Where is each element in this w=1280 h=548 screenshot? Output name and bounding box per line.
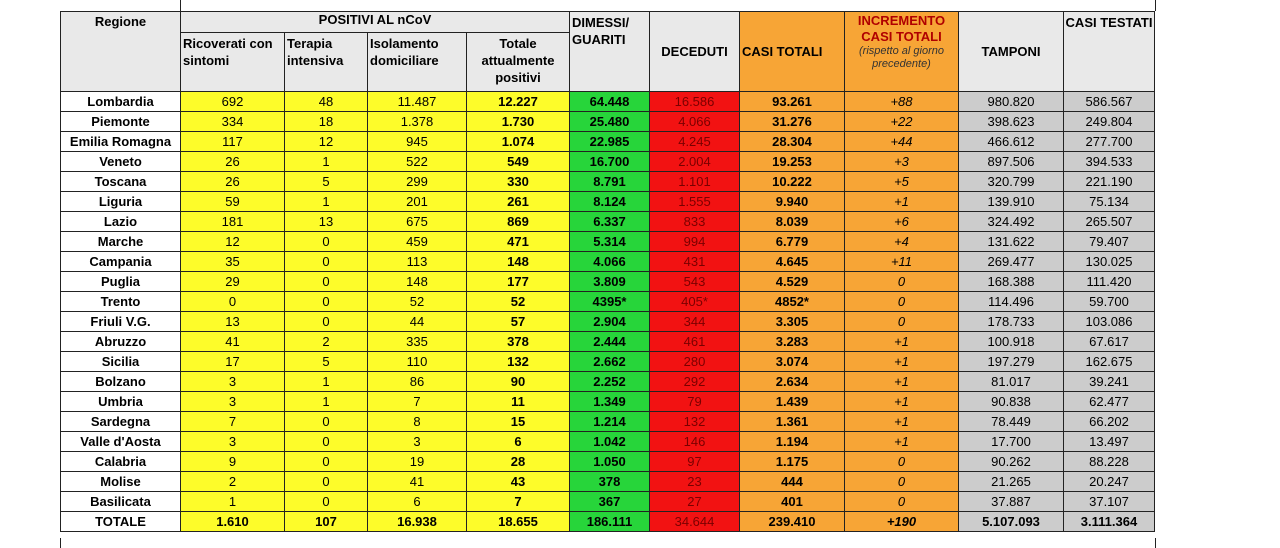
header-isolamento: Isolamento domiciliare [368,33,467,92]
cell-dimessi: 1.050 [570,452,650,472]
cell-regione: Basilicata [61,492,181,512]
cell-tamponi: 114.496 [959,292,1064,312]
cell-dimessi: 2.252 [570,372,650,392]
cell-isolamento: 3 [368,432,467,452]
cell-totale: 6 [467,432,570,452]
cell-testati: 13.497 [1064,432,1155,452]
cell-casi: 3.283 [740,332,845,352]
cell-testati: 277.700 [1064,132,1155,152]
total-row [61,512,1155,532]
cell-terapia: 1 [285,152,368,172]
cell-ricoverati: 692 [181,92,285,112]
cell-terapia: 107 [285,512,368,532]
header-incremento-label: INCREMENTO CASI TOTALI [857,13,946,44]
cell-ricoverati: 35 [181,252,285,272]
cell-deceduti: 1.101 [650,172,740,192]
cell-incremento: +88 [845,92,959,112]
cell-dimessi: 4395* [570,292,650,312]
cell-isolamento: 8 [368,412,467,432]
cell-incremento: +1 [845,392,959,412]
cell-deceduti: 431 [650,252,740,272]
cell-isolamento: 945 [368,132,467,152]
cell-deceduti: 1.555 [650,192,740,212]
cell-ricoverati: 3 [181,432,285,452]
table-row [61,472,1155,492]
cell-isolamento: 113 [368,252,467,272]
cell-tamponi: 168.388 [959,272,1064,292]
cell-casi: 444 [740,472,845,492]
cell-totale: 261 [467,192,570,212]
cell-ricoverati: 29 [181,272,285,292]
table-row [61,152,1155,172]
cell-dimessi: 6.337 [570,212,650,232]
cell-totale: 148 [467,252,570,272]
cell-casi: 6.779 [740,232,845,252]
cell-tamponi: 90.262 [959,452,1064,472]
cell-deceduti: 146 [650,432,740,452]
cell-incremento: +5 [845,172,959,192]
header-deceduti: DECEDUTI [650,12,740,92]
cell-tamponi: 90.838 [959,392,1064,412]
cell-terapia: 0 [285,312,368,332]
cell-casi: 9.940 [740,192,845,212]
cell-dimessi: 367 [570,492,650,512]
cell-regione: Veneto [61,152,181,172]
cell-casi: 2.634 [740,372,845,392]
cell-isolamento: 7 [368,392,467,412]
cell-deceduti: 132 [650,412,740,432]
cell-tamponi: 897.506 [959,152,1064,172]
cell-testati: 394.533 [1064,152,1155,172]
cell-deceduti: 4.245 [650,132,740,152]
cell-tamponi: 178.733 [959,312,1064,332]
cell-terapia: 2 [285,332,368,352]
cell-isolamento: 201 [368,192,467,212]
cell-incremento: +11 [845,252,959,272]
cell-tamponi: 81.017 [959,372,1064,392]
cell-casi: 1.175 [740,452,845,472]
cell-tamponi: 197.279 [959,352,1064,372]
cell-ricoverati: 13 [181,312,285,332]
cell-incremento: +1 [845,192,959,212]
header-dimessi: DIMESSI/ GUARITI [570,12,650,92]
cell-totale: 43 [467,472,570,492]
cell-testati: 103.086 [1064,312,1155,332]
cell-terapia: 18 [285,112,368,132]
cell-terapia: 5 [285,172,368,192]
header-totale-positivi: Totale attualmente positivi [467,33,570,92]
cell-testati: 162.675 [1064,352,1155,372]
cell-totale: 471 [467,232,570,252]
cell-tamponi: 17.700 [959,432,1064,452]
cell-casi: 28.304 [740,132,845,152]
cell-testati: 75.134 [1064,192,1155,212]
cell-incremento: 0 [845,452,959,472]
bottom-border [60,538,1156,548]
cell-totale: 28 [467,452,570,472]
cell-incremento: +6 [845,212,959,232]
cell-casi: 401 [740,492,845,512]
cell-isolamento: 675 [368,212,467,232]
cell-dimessi: 8.124 [570,192,650,212]
cell-deceduti: 97 [650,452,740,472]
cell-casi: 19.253 [740,152,845,172]
cell-terapia: 1 [285,192,368,212]
cell-isolamento: 6 [368,492,467,512]
cell-incremento: +190 [845,512,959,532]
cell-tamponi: 21.265 [959,472,1064,492]
cell-ricoverati: 0 [181,292,285,312]
cell-deceduti: 405* [650,292,740,312]
cell-ricoverati: 181 [181,212,285,232]
cell-dimessi: 25.480 [570,112,650,132]
table-row [61,272,1155,292]
cell-terapia: 1 [285,372,368,392]
cell-tamponi: 269.477 [959,252,1064,272]
cell-dimessi: 8.791 [570,172,650,192]
cell-ricoverati: 1 [181,492,285,512]
cell-deceduti: 16.586 [650,92,740,112]
table-row [61,292,1155,312]
cell-testati: 20.247 [1064,472,1155,492]
cell-casi: 1.194 [740,432,845,452]
cell-incremento: +1 [845,372,959,392]
header-incremento-note: (rispetto al giorno precedente) [859,45,944,70]
cell-regione: Marche [61,232,181,252]
cell-dimessi: 1.349 [570,392,650,412]
table-row [61,332,1155,352]
cell-regione: Molise [61,472,181,492]
cell-regione: Valle d'Aosta [61,432,181,452]
cell-isolamento: 16.938 [368,512,467,532]
cell-testati: 111.420 [1064,272,1155,292]
cell-totale: 177 [467,272,570,292]
cell-testati: 249.804 [1064,112,1155,132]
cell-regione: Emilia Romagna [61,132,181,152]
cell-incremento: 0 [845,272,959,292]
cell-incremento: +1 [845,432,959,452]
cell-dimessi: 2.904 [570,312,650,332]
cell-tamponi: 139.910 [959,192,1064,212]
cell-testati: 3.111.364 [1064,512,1155,532]
cell-dimessi: 64.448 [570,92,650,112]
header-casi-totali: CASI TOTALI [740,12,845,92]
cell-casi: 8.039 [740,212,845,232]
cell-totale: 1.730 [467,112,570,132]
cell-isolamento: 148 [368,272,467,292]
cell-dimessi: 186.111 [570,512,650,532]
cell-ricoverati: 59 [181,192,285,212]
cell-tamponi: 37.887 [959,492,1064,512]
cell-totale: 549 [467,152,570,172]
cell-dimessi: 1.214 [570,412,650,432]
cell-totale: 15 [467,412,570,432]
header-ricoverati: Ricoverati con sintomi [181,33,285,92]
cell-incremento: +1 [845,352,959,372]
cell-casi: 10.222 [740,172,845,192]
cell-dimessi: 378 [570,472,650,492]
cell-totale: 12.227 [467,92,570,112]
cell-terapia: 0 [285,472,368,492]
cell-dimessi: 1.042 [570,432,650,452]
cell-ricoverati: 3 [181,392,285,412]
cell-regione: Umbria [61,392,181,412]
cell-deceduti: 79 [650,392,740,412]
table-row [61,372,1155,392]
cell-terapia: 48 [285,92,368,112]
cell-tamponi: 320.799 [959,172,1064,192]
cell-totale: 52 [467,292,570,312]
cell-terapia: 1 [285,392,368,412]
cell-incremento: 0 [845,292,959,312]
header-incremento [845,12,959,92]
cell-tamponi: 324.492 [959,212,1064,232]
cell-testati: 79.407 [1064,232,1155,252]
cell-terapia: 0 [285,412,368,432]
cell-ricoverati: 41 [181,332,285,352]
cell-deceduti: 292 [650,372,740,392]
cell-incremento: +22 [845,112,959,132]
cell-testati: 37.107 [1064,492,1155,512]
table-row [61,252,1155,272]
cell-terapia: 0 [285,272,368,292]
cell-casi: 31.276 [740,112,845,132]
cell-testati: 88.228 [1064,452,1155,472]
cell-isolamento: 44 [368,312,467,332]
cell-tamponi: 131.622 [959,232,1064,252]
cell-ricoverati: 1.610 [181,512,285,532]
header-terapia: Terapia intensiva [285,33,368,92]
table-row [61,432,1155,452]
header-casi-testati: CASI TESTATI [1064,12,1155,92]
cell-terapia: 0 [285,252,368,272]
table-row [61,352,1155,372]
cell-isolamento: 110 [368,352,467,372]
cell-testati: 130.025 [1064,252,1155,272]
cell-dimessi: 2.662 [570,352,650,372]
cell-isolamento: 19 [368,452,467,472]
table-row [61,232,1155,252]
cell-regione: Lazio [61,212,181,232]
cell-terapia: 0 [285,292,368,312]
cell-terapia: 12 [285,132,368,152]
cell-isolamento: 522 [368,152,467,172]
cell-ricoverati: 26 [181,152,285,172]
cell-ricoverati: 3 [181,372,285,392]
cell-regione: Toscana [61,172,181,192]
cell-totale: 57 [467,312,570,332]
cell-dimessi: 5.314 [570,232,650,252]
cell-regione: Abruzzo [61,332,181,352]
cell-regione: Trento [61,292,181,312]
cell-tamponi: 980.820 [959,92,1064,112]
cell-totale: 7 [467,492,570,512]
cell-terapia: 0 [285,492,368,512]
regional-data-table [60,11,1155,532]
cell-testati: 62.477 [1064,392,1155,412]
cell-deceduti: 34.644 [650,512,740,532]
cell-deceduti: 4.066 [650,112,740,132]
table-row [61,492,1155,512]
cell-testati: 66.202 [1064,412,1155,432]
cell-deceduti: 994 [650,232,740,252]
cell-isolamento: 41 [368,472,467,492]
cell-casi: 4.645 [740,252,845,272]
cell-isolamento: 299 [368,172,467,192]
covid-table-document [60,0,1154,548]
cell-regione: Friuli V.G. [61,312,181,332]
table-row [61,392,1155,412]
cell-isolamento: 11.487 [368,92,467,112]
cell-testati: 59.700 [1064,292,1155,312]
cell-casi: 93.261 [740,92,845,112]
cell-testati: 221.190 [1064,172,1155,192]
cell-testati: 265.507 [1064,212,1155,232]
cell-terapia: 0 [285,232,368,252]
cell-ricoverati: 117 [181,132,285,152]
cell-deceduti: 344 [650,312,740,332]
cell-incremento: +3 [845,152,959,172]
cell-totale: 869 [467,212,570,232]
table-row [61,452,1155,472]
cell-tamponi: 466.612 [959,132,1064,152]
cell-testati: 586.567 [1064,92,1155,112]
cell-tamponi: 100.918 [959,332,1064,352]
cell-tamponi: 398.623 [959,112,1064,132]
cell-deceduti: 543 [650,272,740,292]
cell-incremento: 0 [845,492,959,512]
table-body [61,92,1155,532]
cell-testati: 39.241 [1064,372,1155,392]
cell-regione: Campania [61,252,181,272]
cell-deceduti: 833 [650,212,740,232]
cell-regione: Sardegna [61,412,181,432]
cell-regione: Calabria [61,452,181,472]
cell-testati: 67.617 [1064,332,1155,352]
cell-incremento: +4 [845,232,959,252]
cell-ricoverati: 9 [181,452,285,472]
cell-ricoverati: 26 [181,172,285,192]
cell-totale: 90 [467,372,570,392]
cell-casi: 1.439 [740,392,845,412]
cell-totale: 1.074 [467,132,570,152]
cell-dimessi: 4.066 [570,252,650,272]
cell-ricoverati: 12 [181,232,285,252]
cell-incremento: +1 [845,332,959,352]
cell-isolamento: 459 [368,232,467,252]
cell-terapia: 0 [285,452,368,472]
header-regione: Regione [61,12,181,92]
cell-dimessi: 16.700 [570,152,650,172]
cell-isolamento: 86 [368,372,467,392]
table-row [61,132,1155,152]
cell-dimessi: 3.809 [570,272,650,292]
table-row [61,212,1155,232]
cell-totale: 11 [467,392,570,412]
cell-ricoverati: 17 [181,352,285,372]
top-border [180,0,1156,11]
cell-casi: 4.529 [740,272,845,292]
header-tamponi: TAMPONI [959,12,1064,92]
cell-ricoverati: 2 [181,472,285,492]
table-row [61,312,1155,332]
cell-regione: Liguria [61,192,181,212]
cell-regione: Piemonte [61,112,181,132]
cell-ricoverati: 7 [181,412,285,432]
cell-deceduti: 2.004 [650,152,740,172]
cell-incremento: +1 [845,412,959,432]
cell-incremento: +44 [845,132,959,152]
cell-totale: 378 [467,332,570,352]
cell-dimessi: 2.444 [570,332,650,352]
table-row [61,192,1155,212]
table-row [61,412,1155,432]
cell-deceduti: 461 [650,332,740,352]
cell-totale: 330 [467,172,570,192]
cell-regione: Puglia [61,272,181,292]
cell-ricoverati: 334 [181,112,285,132]
cell-incremento: 0 [845,312,959,332]
cell-totale: 18.655 [467,512,570,532]
cell-regione: Lombardia [61,92,181,112]
cell-deceduti: 280 [650,352,740,372]
cell-isolamento: 1.378 [368,112,467,132]
cell-casi: 4852* [740,292,845,312]
cell-regione: Bolzano [61,372,181,392]
cell-isolamento: 52 [368,292,467,312]
cell-casi: 239.410 [740,512,845,532]
cell-regione: Sicilia [61,352,181,372]
table-row [61,172,1155,192]
cell-tamponi: 5.107.093 [959,512,1064,532]
cell-casi: 3.305 [740,312,845,332]
cell-terapia: 0 [285,432,368,452]
cell-isolamento: 335 [368,332,467,352]
table-row [61,92,1155,112]
cell-incremento: 0 [845,472,959,492]
cell-tamponi: 78.449 [959,412,1064,432]
cell-dimessi: 22.985 [570,132,650,152]
cell-casi: 1.361 [740,412,845,432]
cell-regione: TOTALE [61,512,181,532]
cell-totale: 132 [467,352,570,372]
cell-terapia: 5 [285,352,368,372]
cell-deceduti: 23 [650,472,740,492]
cell-terapia: 13 [285,212,368,232]
cell-casi: 3.074 [740,352,845,372]
table-row [61,112,1155,132]
cell-deceduti: 27 [650,492,740,512]
header-positivi-group: POSITIVI AL nCoV [181,12,570,33]
